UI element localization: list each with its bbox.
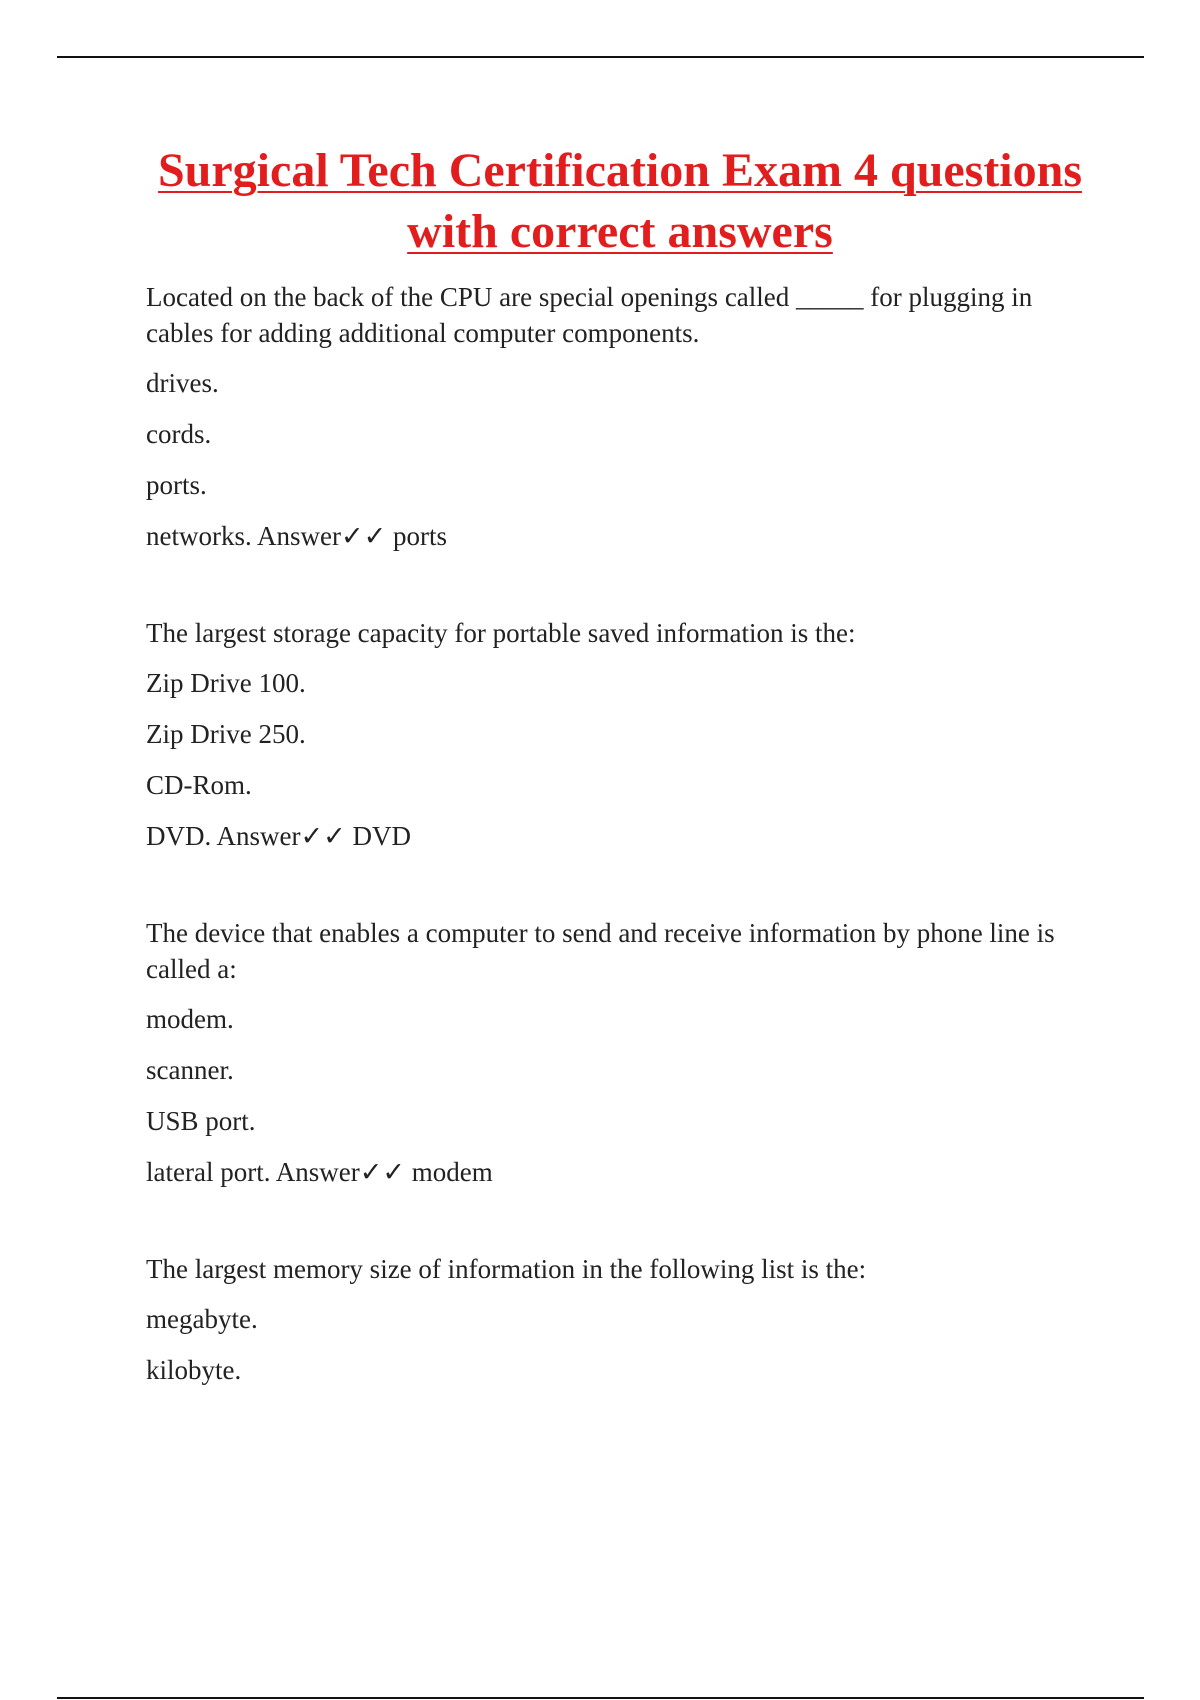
page-title-line-2: with correct answers xyxy=(407,205,833,258)
question-text: The largest storage capacity for portable saved information is the: xyxy=(146,618,856,648)
option-cd-rom: CD-Rom. xyxy=(146,770,252,800)
answer-label: Answer✓✓ xyxy=(257,521,387,551)
option-zip-drive-250: Zip Drive 250. xyxy=(146,719,306,749)
option-ports: ports. xyxy=(146,470,207,500)
option-networks-with-answer xyxy=(146,518,1082,554)
footer-rule xyxy=(57,1697,1144,1699)
option-kilobyte: kilobyte. xyxy=(146,1355,242,1385)
option-lateral-port: lateral port. xyxy=(146,1157,271,1187)
option-megabyte: megabyte. xyxy=(146,1304,258,1334)
header-rule xyxy=(57,56,1144,58)
option-drives: drives. xyxy=(146,368,219,398)
question-3 xyxy=(146,915,1082,1190)
option-scanner: scanner. xyxy=(146,1055,234,1085)
question-2 xyxy=(146,615,1082,854)
option-dvd-with-answer xyxy=(146,818,1082,854)
correct-answer: ports xyxy=(392,521,447,551)
option-dvd: DVD. xyxy=(146,821,212,851)
answer-label: Answer✓✓ xyxy=(275,1157,405,1187)
answer-label: Answer✓✓ xyxy=(216,821,346,851)
option-networks: networks. xyxy=(146,521,252,551)
option-cords: cords. xyxy=(146,419,212,449)
page-title-line-1: Surgical Tech Certification Exam 4 questions xyxy=(157,144,1083,197)
option-usb-port: USB port. xyxy=(146,1106,256,1136)
correct-answer: DVD xyxy=(352,821,411,851)
question-text: The largest memory size of information in the following list is the: xyxy=(146,1254,867,1284)
question-text: The device that enables a computer to send and receive information by phone line is called a: xyxy=(146,918,1055,984)
option-lateral-port-with-answer xyxy=(146,1154,1082,1190)
question-list xyxy=(146,279,1082,1388)
option-modem: modem. xyxy=(146,1004,234,1034)
question-1 xyxy=(146,279,1082,554)
question-text: Located on the back of the CPU are special openings called _____ for plugging in cables for adding additional computer components. xyxy=(146,282,1033,348)
question-4 xyxy=(146,1251,1082,1388)
option-zip-drive-100: Zip Drive 100. xyxy=(146,668,306,698)
page-title xyxy=(120,140,1120,262)
correct-answer: modem xyxy=(411,1157,493,1187)
